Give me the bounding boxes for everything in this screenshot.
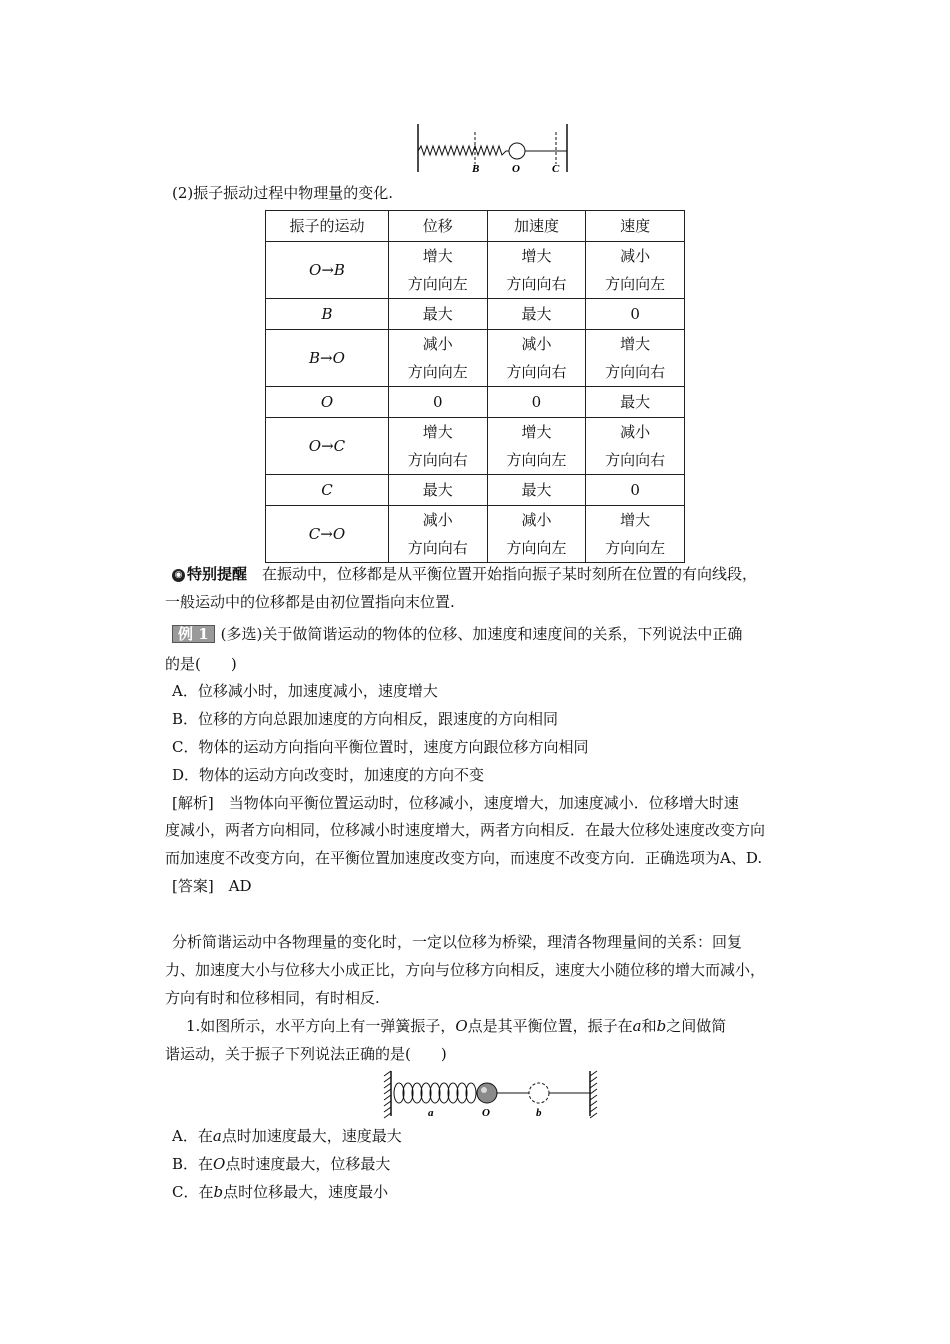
table-row	[266, 418, 685, 475]
example-stem-2: 的是( )	[165, 655, 237, 673]
option-text: 点时加速度最大，速度最大	[221, 1127, 402, 1145]
table-cell: O→C	[266, 418, 389, 475]
label-c: C	[552, 163, 560, 175]
table-cell: 最大	[487, 299, 586, 330]
header-cell: 振子的运动	[266, 211, 389, 242]
question-1-line-1	[186, 1016, 726, 1036]
table-cell: 0	[586, 299, 685, 330]
analysis-line-3: 而加速度不改变方向，在平衡位置加速度改变方向，而速度不改变方向．正确选项为A、D.	[165, 849, 763, 867]
analysis-line-1: [解析] 当物体向平衡位置运动时，位移减小，速度增大，加速度减小．位移增大时速	[172, 794, 739, 812]
table-cell: 最大	[388, 475, 487, 506]
option-var: a	[212, 1127, 222, 1145]
table-cell: 最大	[388, 299, 487, 330]
table-cell: 增大 方向向右	[586, 330, 685, 387]
table-cell: 0	[487, 387, 586, 418]
q1-text: 之间做简	[666, 1017, 727, 1035]
option-text: B．在	[172, 1155, 214, 1173]
question-1-option-b	[172, 1154, 390, 1174]
tip-icon: ◉	[172, 569, 185, 582]
table-cell: 最大	[586, 387, 685, 418]
header-cell: 速度	[586, 211, 685, 242]
example-stem-1	[172, 624, 742, 644]
label-o: O	[512, 163, 520, 175]
table-cell: 0	[586, 475, 685, 506]
q1-var-a: a	[632, 1017, 642, 1035]
label-b: b	[536, 1107, 542, 1119]
table-cell: B→O	[266, 330, 389, 387]
q1-text: 点是其平衡位置，振子在	[467, 1017, 633, 1035]
table-cell: 增大 方向向左	[388, 242, 487, 299]
summary-line-1: 分析简谐运动中各物理量的变化时，一定以位移为桥梁，理清各物理量间的关系：回复	[172, 933, 743, 951]
section-title: (2)振子振动过程中物理量的变化.	[172, 184, 394, 202]
option-text: A．在	[172, 1127, 213, 1145]
q1-text: 和	[641, 1017, 657, 1035]
header-cell: 位移	[388, 211, 487, 242]
table-cell: 减小 方向向左	[388, 330, 487, 387]
option-text: 点时速度最大，位移最大	[225, 1155, 391, 1173]
label-o: O	[482, 1107, 490, 1119]
table-cell: 减小 方向向右	[586, 418, 685, 475]
table-cell: 减小 方向向右	[487, 330, 586, 387]
table-cell: B	[266, 299, 389, 330]
table-row	[266, 299, 685, 330]
q1-text: 1.如图所示，水平方向上有一弹簧振子，	[186, 1017, 456, 1035]
header-cell: 加速度	[487, 211, 586, 242]
example-option-d: D．物体的运动方向改变时，加速度的方向不变	[172, 766, 485, 784]
table-cell: 增大 方向向左	[586, 506, 685, 563]
table-cell: 增大 方向向右	[388, 418, 487, 475]
table-cell: O	[266, 387, 389, 418]
option-var: O	[213, 1155, 226, 1173]
option-text: 点时位移最大，速度最小	[223, 1183, 389, 1201]
table-cell: C	[266, 475, 389, 506]
label-b: B	[472, 163, 480, 175]
table-row	[266, 330, 685, 387]
analysis-line-2: 度减小，两者方向相同，位移减小时速度增大，两者方向相反．在最大位移处速度改变方向	[165, 821, 766, 839]
answer-line: [答案] AD	[172, 877, 252, 895]
table-cell: 减小 方向向左	[586, 242, 685, 299]
table-cell: 减小 方向向右	[388, 506, 487, 563]
spring-oscillator-figure-2	[383, 1068, 603, 1120]
tip-label: 特别提醒	[187, 565, 248, 583]
motion-table	[265, 210, 685, 563]
table-cell: 0	[388, 387, 487, 418]
summary-line-2: 力、加速度大小与位移大小成正比，方向与位移方向相反，速度大小随位移的增大而减小，	[165, 961, 766, 979]
label-a: a	[428, 1107, 434, 1119]
example-stem-text: (多选)关于做简谐运动的物体的位移、加速度和速度间的关系，下列说法中正确	[220, 625, 743, 643]
table-cell: 减小 方向向左	[487, 506, 586, 563]
spring-oscillator-figure-1	[410, 122, 575, 177]
question-1-option-a	[172, 1126, 402, 1146]
table-cell: O→B	[266, 242, 389, 299]
table-row	[266, 387, 685, 418]
example-option-b: B．位移的方向总跟加速度的方向相反，跟速度的方向相同	[172, 710, 559, 728]
option-text: C．在	[172, 1183, 214, 1201]
table-row	[266, 242, 685, 299]
table-cell: 增大 方向向左	[487, 418, 586, 475]
tip-line-1	[172, 564, 757, 584]
table-row	[266, 475, 685, 506]
tip-text: 在振动中，位移都是从平衡位置开始指向振子某时刻所在位置的有向线段，	[262, 565, 758, 583]
example-option-c: C．物体的运动方向指向平衡位置时，速度方向跟位移方向相同	[172, 738, 589, 756]
q1-var-b: b	[656, 1017, 667, 1035]
table-header-row	[266, 211, 685, 242]
example-option-a: A．位移减小时，加速度减小，速度增大	[172, 682, 438, 700]
question-1-option-c	[172, 1182, 388, 1202]
summary-line-3: 方向有时和位移相同，有时相反.	[165, 989, 380, 1007]
table-row	[266, 506, 685, 563]
q1-var-o: O	[455, 1017, 468, 1035]
table-cell: 增大 方向向右	[487, 242, 586, 299]
table-cell: C→O	[266, 506, 389, 563]
option-var: b	[213, 1183, 224, 1201]
question-1-line-2: 谐运动，关于振子下列说法正确的是( )	[165, 1045, 447, 1063]
example-badge: 例 1	[172, 625, 215, 643]
tip-line-2: 一般运动中的位移都是由初位置指向末位置.	[165, 593, 455, 611]
table-cell: 最大	[487, 475, 586, 506]
